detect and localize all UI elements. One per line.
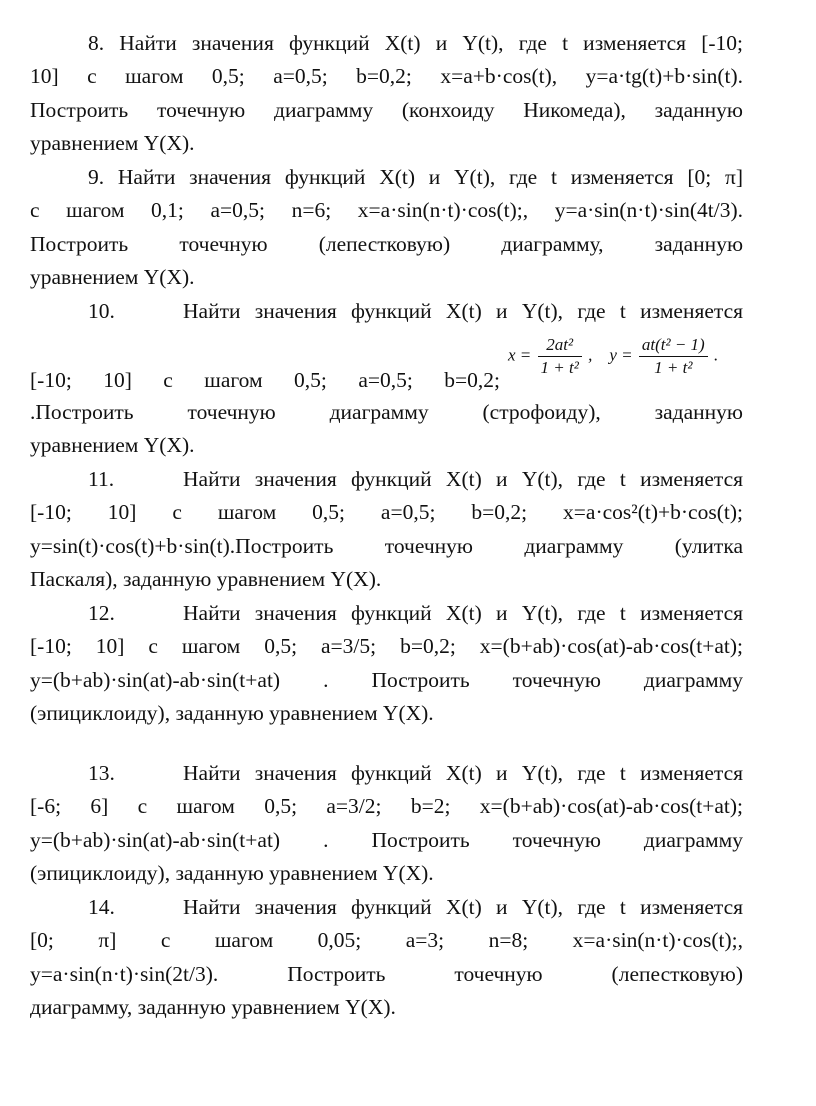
formula-y-denominator: 1 + t² (654, 358, 693, 377)
formula-x-fraction (538, 334, 582, 379)
task-14-number: 14. (88, 895, 115, 919)
task-8-line-3: Построить точечную диаграмму (конхоиду Никомеда), заданную (30, 98, 743, 122)
task-8-line-2: 10] с шагом 0,5; a=0,5; b=0,2; x=a+b·cos(t), y=a·tg(t)+b·sin(t). (30, 64, 743, 88)
task-12-number: 12. (88, 601, 115, 625)
formula-y-numerator: at(t² − 1) (639, 334, 708, 357)
task-13-number: 13. (88, 761, 115, 785)
task-13-line-3: y=(b+ab)·sin(at)-ab·sin(t+at) . Построить точечную диаграмму (30, 828, 743, 852)
task-14-line-4: диаграмму, заданную уравнением Y(X). (30, 995, 396, 1019)
formula-y-fraction (639, 334, 708, 379)
task-9-line-1: 9. Найти значения функций X(t) и Y(t), где t изменяется [0; π] (88, 165, 743, 189)
task-13-line-4: (эпициклоиду), заданную уравнением Y(X). (30, 861, 434, 885)
formula-y-lhs: y = (609, 345, 633, 365)
task-12-line-4: (эпициклоиду), заданную уравнением Y(X). (30, 701, 434, 725)
task-13-line-2: [-6; 6] с шагом 0,5; a=3/2; b=2; x=(b+ab)·cos(at)-ab·cos(t+at); (30, 794, 743, 818)
task-10-line-3: .Построить точечную диаграмму (строфоиду), заданную (30, 400, 743, 424)
task-13-line-1: Найти значения функций X(t) и Y(t), где t изменяется (183, 761, 743, 785)
task-12-line-1: Найти значения функций X(t) и Y(t), где t изменяется (183, 601, 743, 625)
formula-x-lhs: x = (508, 345, 532, 365)
formula-x-denominator: 1 + t² (540, 358, 579, 377)
task-9-line-4: уравнением Y(X). (30, 265, 195, 289)
task-11-line-4: Паскаля), заданную уравнением Y(X). (30, 567, 382, 591)
task-11-line-1: Найти значения функций X(t) и Y(t), где t изменяется (183, 467, 743, 491)
task-14-line-2: [0; π] с шагом 0,05; a=3; n=8; x=a·sin(n·t)·cos(t);, (30, 928, 743, 952)
task-11-line-3: y=sin(t)·cos(t)+b·sin(t).Построить точечную диаграмму (улитка (30, 534, 743, 558)
task-10-formula (508, 334, 718, 379)
task-11-number: 11. (88, 467, 115, 491)
task-12-line-2: [-10; 10] с шагом 0,5; a=3/5; b=0,2; x=(b+ab)·cos(at)-ab·cos(t+at); (30, 634, 743, 658)
task-14-line-3: y=a·sin(n·t)·sin(2t/3). Построить точечную (лепестковую) (30, 962, 743, 986)
task-9-line-2: с шагом 0,1; a=0,5; n=6; x=a·sin(n·t)·cos(t);, y=a·sin(n·t)·sin(4t/3). (30, 198, 743, 222)
task-14-line-1: Найти значения функций X(t) и Y(t), где t изменяется (183, 895, 743, 919)
task-10-line-2: [-10; 10] с шагом 0,5; a=0,5; b=0,2; (30, 368, 500, 392)
formula-separator: , (588, 345, 593, 365)
task-10-line-4: уравнением Y(X). (30, 433, 195, 457)
task-8-line-1: 8. Найти значения функций X(t) и Y(t), где t изменяется [-10; (88, 31, 743, 55)
task-11-line-2: [-10; 10] с шагом 0,5; a=0,5; b=0,2; x=a·cos²(t)+b·cos(t); (30, 500, 743, 524)
task-10-line-1: Найти значения функций X(t) и Y(t), где t изменяется (183, 299, 743, 323)
task-12-line-3: y=(b+ab)·sin(at)-ab·sin(t+at) . Построить точечную диаграмму (30, 668, 743, 692)
task-9-line-3: Построить точечную (лепестковую) диаграмму, заданную (30, 232, 743, 256)
formula-end: . (713, 345, 719, 365)
task-10-number: 10. (88, 299, 115, 323)
formula-x-numerator: 2at² (538, 334, 582, 357)
task-8-line-4: уравнением Y(X). (30, 131, 195, 155)
